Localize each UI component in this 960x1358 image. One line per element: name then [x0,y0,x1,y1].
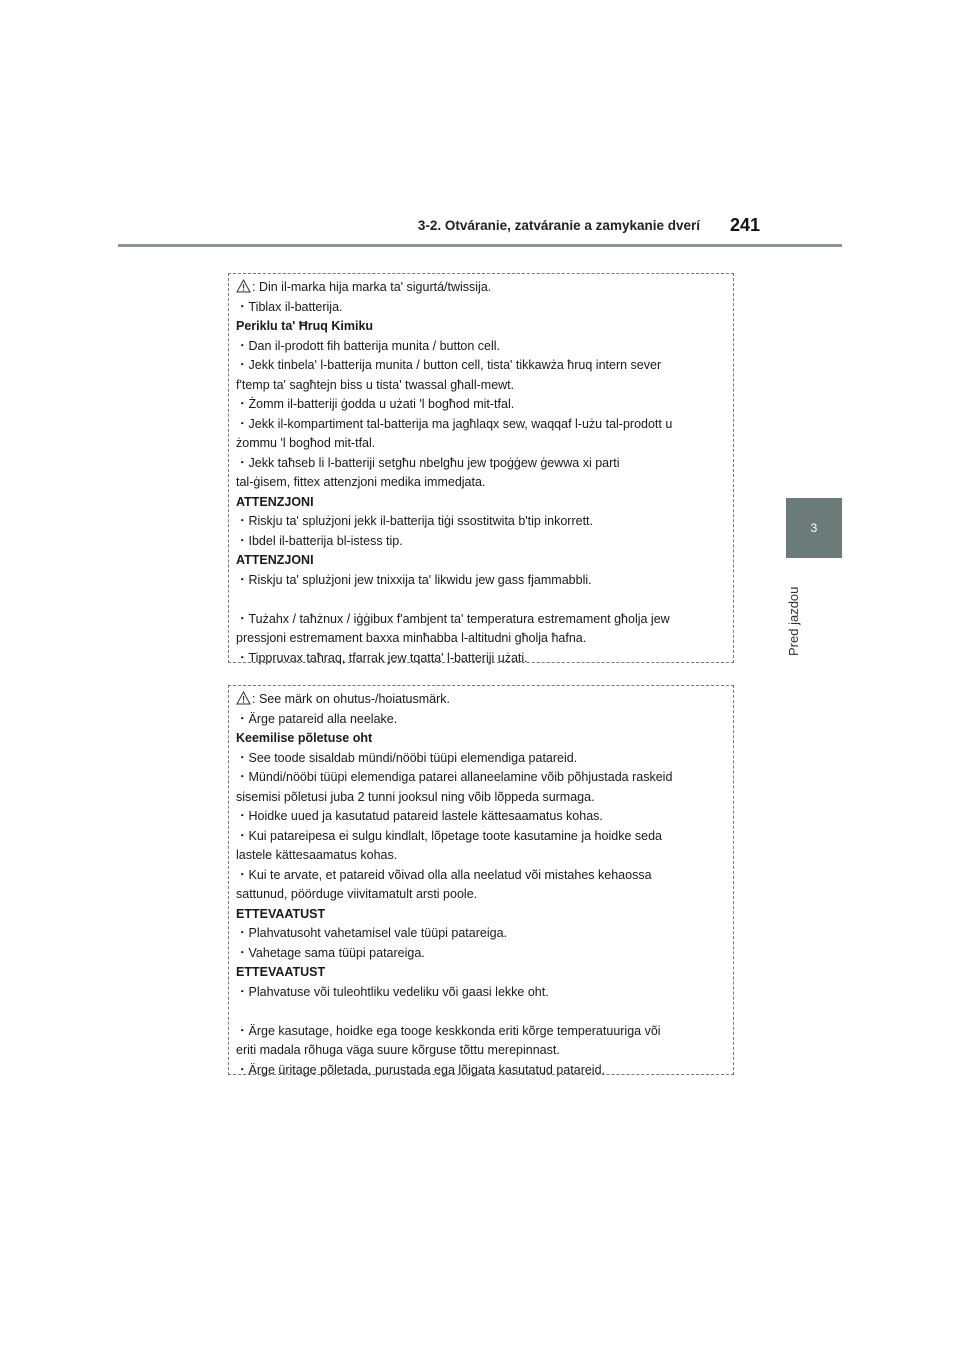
notice-line: sisemisi põletusi juba 2 tunni jooksul ning võib lõppeda surmaga. [236,789,595,804]
notice-intro [236,278,725,298]
notice-line: ・Tiblax il-batterija. [236,299,343,314]
notice-line: ・Jekk il-kompartiment tal-batterija ma jagħlaqx sew, waqqaf l-użu tal-prodott u [236,416,673,431]
notice-line: ・Ärge patareid alla neelake. [236,711,398,726]
notice-lines [236,710,725,1081]
notice-line: tal-ġisem, fittex attenzjoni medika immedjata. [236,475,486,489]
notice-line: ・Jekk taħseb li l-batteriji setgħu nbelgħu jew tpoġġew ġewwa xi parti [236,455,620,470]
chapter-label-text: Pred jazdou [786,586,801,656]
notice-line: ・Hoidke uued ja kasutatud patareid lastele kättesaamatus kohas. [236,809,603,823]
notice-line: ・Kui patareipesa ei sulgu kindlalt, lõpetage toote kasutamine ja hoidke seda [236,828,662,843]
notice-heading: ETTEVAATUST [236,965,326,979]
notice-heading: Keemilise põletuse oht [236,731,373,745]
notice-line: ・Riskju ta' splużjoni jekk il-batterija tiġi ssostitwita b'tip inkorrett. [236,514,593,528]
notice-line: żommu 'l bogħod mit-tfal. [236,436,376,450]
notice-intro [236,690,725,710]
notice-line: f'temp ta' sagħtejn biss u tista' twassal għall-mewt. [236,377,515,392]
notice-intro-text: : Din il-marka hija marka ta' sigurtá/twissija. [252,280,492,294]
notice-heading: Periklu ta' Ħruq Kimiku [236,319,374,333]
notice-line: ・Jekk tinbela' l-batterija munita / button cell, tista' tikkawża ħruq intern sever [236,358,662,372]
notice-line: ・Plahvatuse või tuleohtliku vedeliku või gaasi lekke oht. [236,984,549,999]
notice-line: pressjoni estremament baxxa minħabba l-altitudni għolja ħafna. [236,631,587,645]
section-title: 3-2. Otváranie, zatváranie a zamykanie dverí [417,218,700,233]
chapter-tab: 3 [786,498,842,558]
estonian-warning-box [228,685,734,1075]
notice-heading: ATTENZJONI [236,494,314,509]
notice-line: ・Plahvatusoht vahetamisel vale tüüpi patareiga. [236,926,507,940]
page-number: 241 [730,215,761,235]
notice-line: ・Żomm il-batteriji ġodda u użati 'l bogħod mit-tfal. [236,397,515,411]
notice-line: ・See toode sisaldab mündi/nööbi tüüpi elemendiga patareid. [236,750,578,765]
maltese-warning-box [228,273,734,663]
notice-line: ・Ärge üritage põletada, purustada ega lõigata kasutatud patareid. [236,1062,606,1077]
notice-line: ・Ibdel il-batterija bl-istess tip. [236,533,403,548]
notice-line: ・Kui te arvate, et patareid võivad olla alla neelatud või mistahes kehaossa [236,867,652,882]
notice-line: ・Mündi/nööbi tüüpi elemendiga patarei allaneelamine võib põhjustada raskeid [236,770,673,784]
notice-lines [236,298,725,669]
notice-heading: ETTEVAATUST [236,906,326,921]
chapter-label [784,568,804,656]
notice-line: eriti madala rõhuga väga suure kõrguse tõttu merepinnast. [236,1043,560,1057]
notice-line [236,1002,725,1022]
warning-triangle-icon [236,279,251,300]
notice-line: ・Tippruvax taħraq, tfarrak jew tqatta' l-batteriji użati. [236,650,528,665]
notice-line: ・Tużahx / taħżnux / iġġibux f'ambjent ta' temperatura estremament għolja jew [236,611,670,626]
notice-heading: ATTENZJONI [236,553,314,567]
notice-line: ・Dan il-prodott fih batterija munita / button cell. [236,338,501,353]
notice-line: ・Ärge kasutage, hoidke ega tooge keskkonda eriti kõrge temperatuuriga või [236,1023,661,1038]
notice-intro-text: : See märk on ohutus-/hoiatusmärk. [252,692,451,706]
notice-line [236,590,725,610]
notice-line: sattunud, pöörduge viivitamatult arsti poole. [236,887,478,901]
warning-triangle-icon [236,691,251,712]
notice-line: ・Riskju ta' splużjoni jew tnixxija ta' likwidu jew gass fjammabbli. [236,572,592,587]
header-divider [118,244,842,247]
notice-line: ・Vahetage sama tüüpi patareiga. [236,945,425,960]
notice-line: lastele kättesaamatus kohas. [236,848,398,862]
